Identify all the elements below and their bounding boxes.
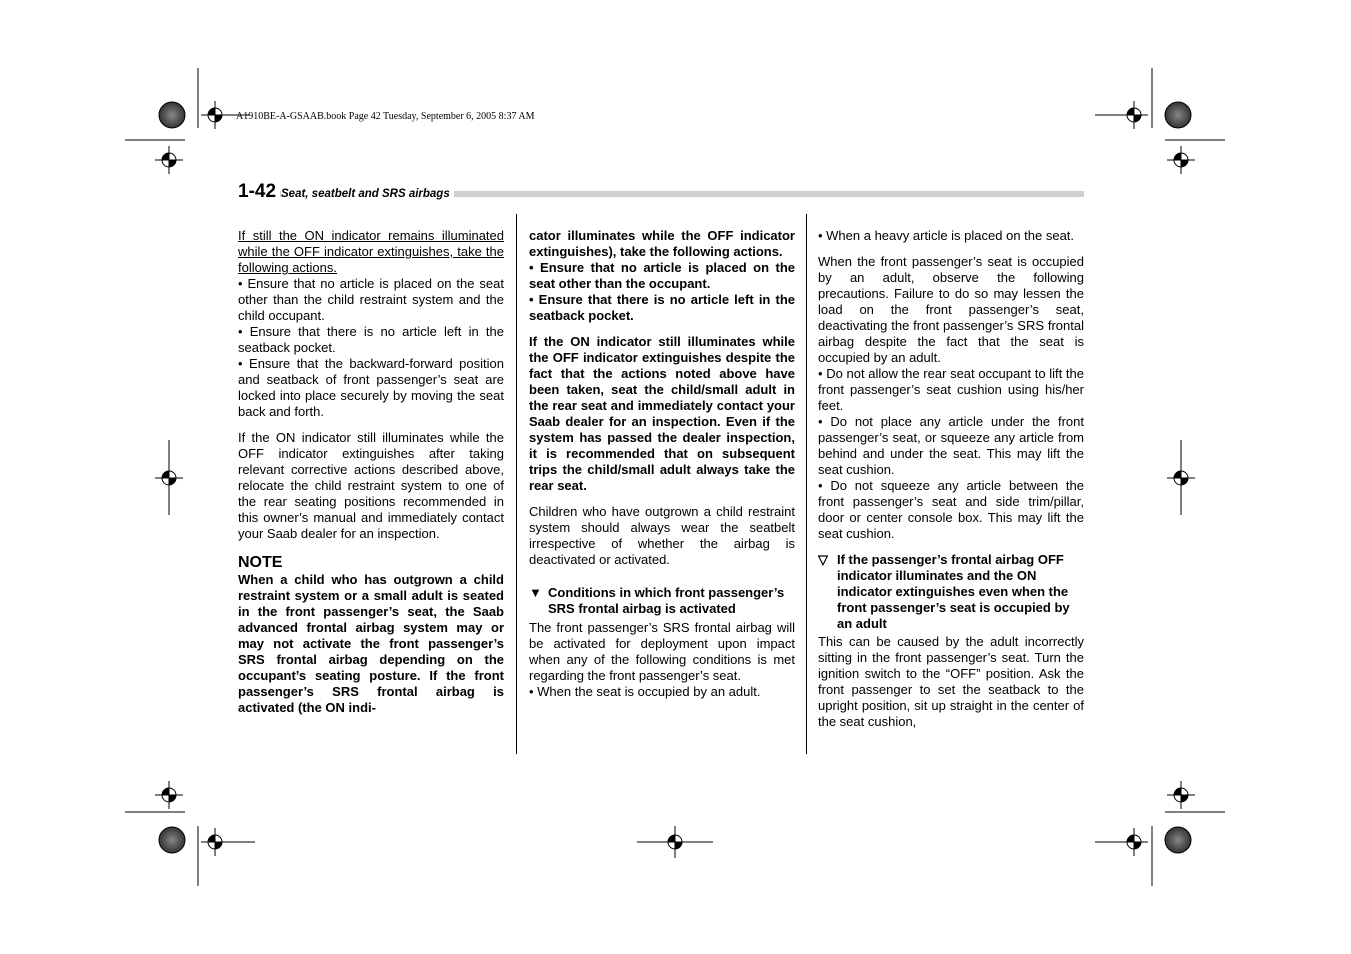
subheading bbox=[818, 552, 1084, 632]
page-header bbox=[238, 181, 1084, 203]
subheading bbox=[529, 585, 795, 617]
column-3 bbox=[818, 228, 1084, 730]
paragraph: Children who have outgrown a child restraint system should always wear the seatbelt irrespective of whether the airbag is deactivated or activated. bbox=[529, 504, 795, 567]
list-item: • Do not place any article under the front passenger’s seat, or squeeze any article from behind and under the seat. This may lift the seat cushion. bbox=[818, 414, 1084, 477]
paragraph: This can be caused by the adult incorrectly sitting in the front passenger’s seat. Turn the ignition switch to the “OFF” position. Ask the front passenger to set the seatback to the upright position, sit up straight in the center of the seat cushion, bbox=[818, 634, 1084, 729]
paragraph: The front passenger’s SRS frontal airbag will be activated for deployment upon impact when any of the following conditions is met regarding the front passenger’s seat. bbox=[529, 620, 795, 683]
section-title: Seat, seatbelt and SRS airbags bbox=[281, 188, 454, 200]
list-item: • When a heavy article is placed on the seat. bbox=[818, 228, 1075, 243]
column-1 bbox=[238, 228, 504, 716]
note-continued: cator illuminates while the OFF indicator extinguishes), take the following actions. bbox=[529, 228, 795, 259]
list-item: • Do not squeeze any article between the front passenger’s seat and side trim/pillar, door or center console box. This may lift the seat cushion. bbox=[818, 478, 1084, 541]
list-item: • Do not allow the rear seat occupant to lift the front passenger’s seat cushion using his/her feet. bbox=[818, 366, 1084, 413]
intro-text: If still the ON indicator remains illuminated while the OFF indicator extinguishes, take the following actions. bbox=[238, 228, 504, 275]
column-2 bbox=[529, 228, 795, 700]
paragraph: If the ON indicator still illuminates while the OFF indicator extinguishes despite the fact that the actions noted above have been taken, seat the child/small adult in the rear seat and immediately contact your Saab dealer for an inspection. Even if the system has passed the dealer inspection, it is recommended that on subsequent trips the child/small adult always take the rear seat. bbox=[529, 334, 795, 493]
subheading-text: If the passenger’s frontal airbag OFF indicator illuminates and the ON indicator extinguishes even when the front passenger’s seat is occupied by an adult bbox=[837, 552, 1070, 631]
down-triangle-icon: ▼ bbox=[529, 585, 542, 600]
column-divider bbox=[806, 214, 807, 754]
list-item: • Ensure that no article is placed on the seat other than the child restraint system and the child occupant. bbox=[238, 276, 504, 323]
book-file-info: A1910BE-A-GSAAB.book Page 42 Tuesday, September 6, 2005 8:37 AM bbox=[236, 111, 535, 122]
list-item: • Ensure that there is no article left in the seatback pocket. bbox=[529, 292, 795, 323]
list-item: • Ensure that there is no article left in the seatback pocket. bbox=[238, 324, 504, 355]
outline-down-triangle-icon: ▽ bbox=[818, 552, 828, 567]
list-item: • Ensure that no article is placed on the seat other than the occupant. bbox=[529, 260, 795, 291]
column-divider bbox=[516, 214, 517, 754]
paragraph: If the ON indicator still illuminates while the OFF indicator extinguishes after taking relevant corrective actions described above, relocate the child restraint system to one of the rear seating positions recommended in this owner’s manual and immediately contact your Saab dealer for an inspection. bbox=[238, 430, 504, 541]
page-number: 1-42 bbox=[238, 181, 280, 203]
note-text: When a child who has outgrown a child restraint system or a small adult is seated in the front passenger’s seat, the Saab advanced frontal airbag system may or may not activate the front passenger’s SRS frontal airbag depending on the occupant’s seating posture. If the front passenger’s SRS frontal airbag is activated (the ON indi- bbox=[238, 572, 504, 715]
paragraph: When the front passenger’s seat is occupied by an adult, observe the following precautions. Failure to do so may lessen the load on the front passenger’s seat, deactivating the front passenger’s SRS frontal airbag despite the fact that the seat is occupied by an adult. bbox=[818, 254, 1084, 365]
list-item: • Ensure that the backward-forward position and seatback of front passenger’s seat are locked into place securely by moving the seat back and forth. bbox=[238, 356, 504, 419]
list-item: • When the seat is occupied by an adult. bbox=[529, 684, 761, 699]
note-title: NOTE bbox=[238, 554, 283, 571]
subheading-text: Conditions in which front passenger’s SRS frontal airbag is activated bbox=[548, 585, 785, 616]
